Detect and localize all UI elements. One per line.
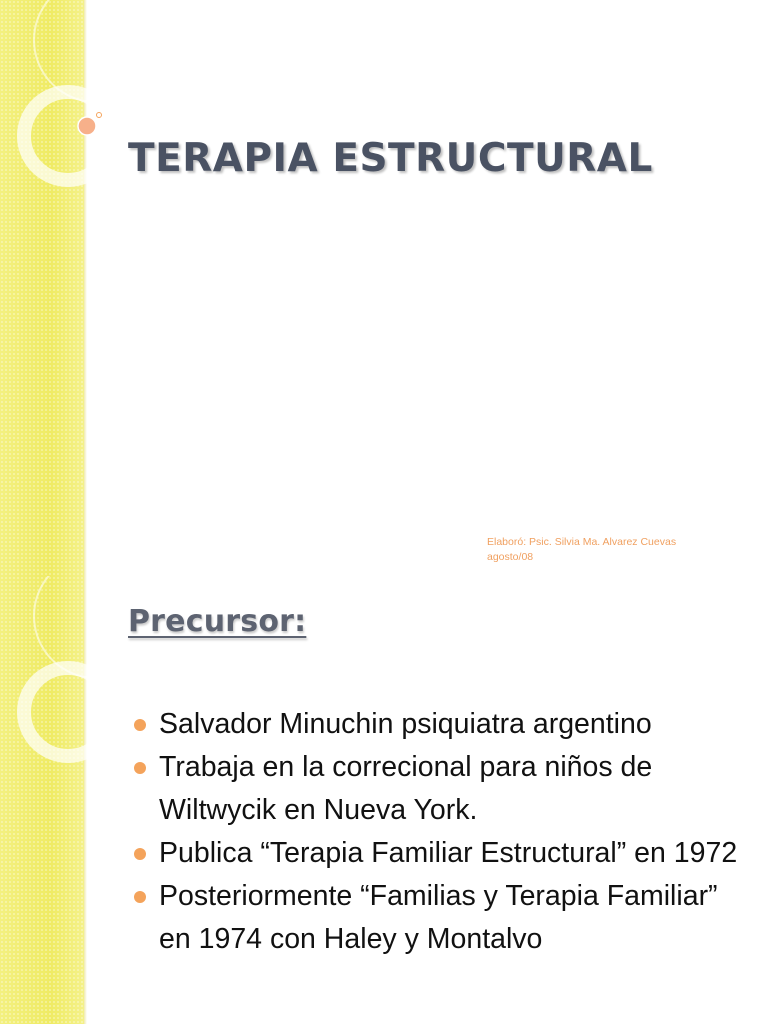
credit-author: Elaboró: Psic. Silvia Ma. Alvarez Cuevas: [487, 536, 677, 548]
decorative-ring-icon: [24, 668, 112, 756]
list-item: [134, 832, 744, 875]
credit-date: agosto/08: [487, 551, 534, 563]
decorative-rings: [0, 0, 140, 200]
bullet-dot-icon: [134, 762, 146, 774]
list-item-text: Publica “Terapia Familiar Estructural” en 1972: [159, 837, 738, 869]
list-item-text: Posteriormente “Familias y Terapia Familiar” en 1974 con Haley y Montalvo: [159, 880, 718, 955]
bullet-dot-icon: [134, 891, 146, 903]
author-credit: [487, 535, 727, 565]
bullet-dot-icon: [134, 848, 146, 860]
list-item-text: Salvador Minuchin psiquiatra argentino: [159, 708, 652, 740]
list-item: [134, 875, 744, 961]
list-item: [134, 746, 744, 832]
bullet-list: [134, 703, 744, 961]
list-item: [134, 703, 744, 746]
decorative-ring-icon: [34, 0, 140, 102]
decorative-ring-icon: [24, 92, 112, 180]
decorative-ring-icon: [34, 576, 140, 678]
slide-title: TERAPIA ESTRUCTURAL: [128, 136, 653, 181]
orange-dot-icon: [78, 117, 96, 135]
decorative-rings: [0, 576, 140, 776]
list-item-text: Trabaja en la correcional para niños de Wiltwycik en Nueva York.: [159, 751, 653, 826]
bullet-dot-icon: [134, 719, 146, 731]
slide-heading: Precursor:: [128, 604, 307, 639]
